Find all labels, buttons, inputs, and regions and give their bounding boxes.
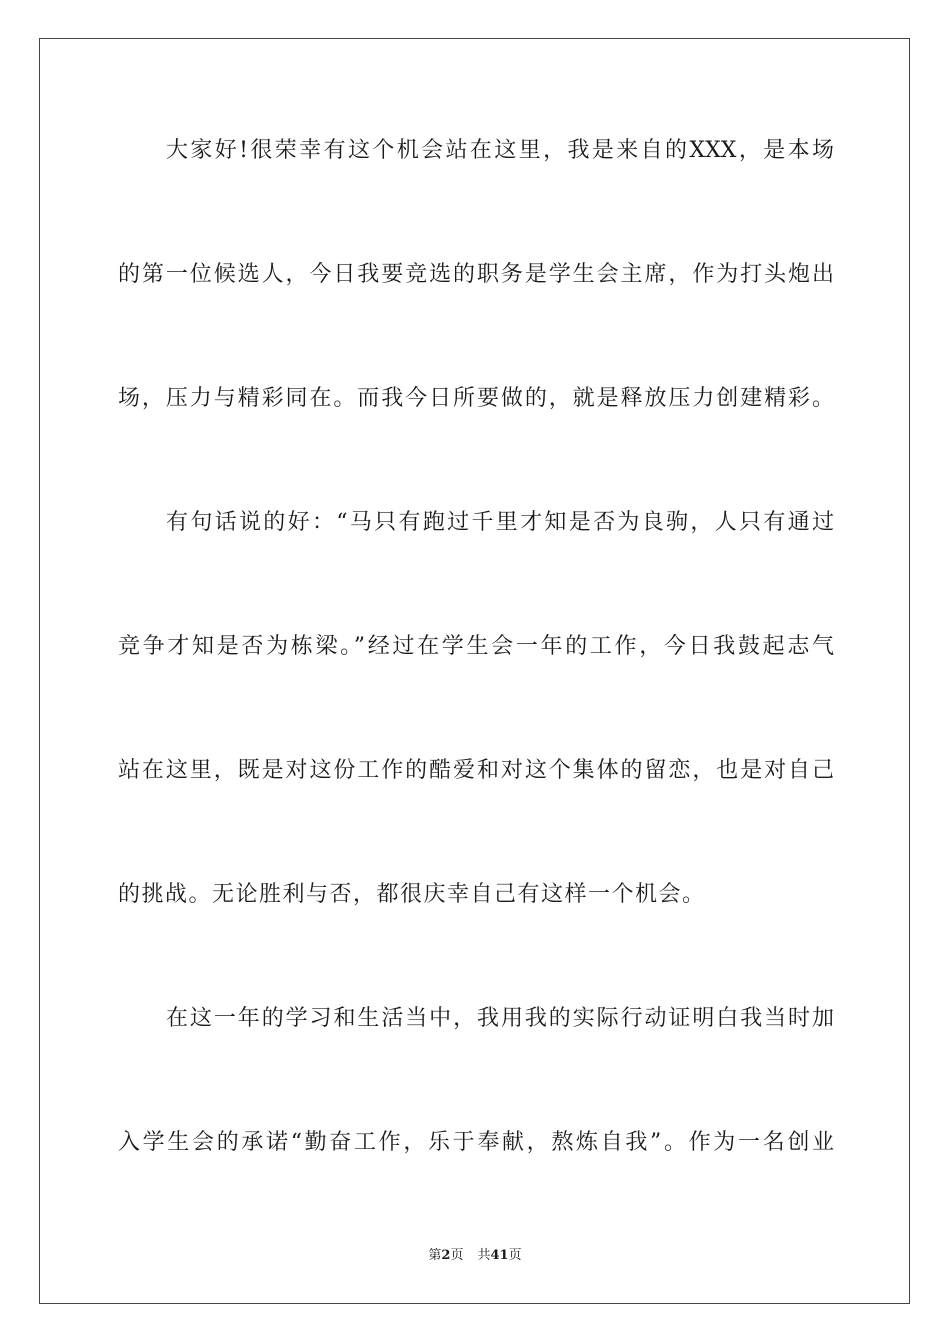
paragraph-line-2: 的第一位候选人，今日我要竞选的职务是学生会主席，作为打头炮出: [118, 262, 834, 287]
page-suffix: 页: [450, 1248, 464, 1263]
paragraph-line-5: 竞争才知是否为栋梁。”经过在学生会一年的工作，今日我鼓起志气: [118, 634, 834, 659]
paragraph-line-6: 站在这里，既是对这份工作的酷爱和对这个集体的留恋，也是对自己: [118, 758, 834, 783]
total-suffix: 页: [508, 1248, 522, 1263]
paragraph-line-8: 在这一年的学习和生活当中，我用我的实际行动证明白我当时加: [166, 1006, 834, 1031]
paragraph-line-7: 的挑战。无论胜利与否，都很庆幸自己有这样一个机会。: [118, 882, 706, 907]
page-footer: [0, 1247, 950, 1265]
page-number: 2: [441, 1248, 451, 1263]
paragraph-line-3: 场，压力与精彩同在。而我今日所要做的，就是释放压力创建精彩。: [118, 386, 834, 411]
paragraph-line-1: 大家好!很荣幸有这个机会站在这里，我是来自的XXX，是本场: [166, 138, 834, 163]
paragraph-line-9: 入学生会的承诺“勤奋工作，乐于奉献，熬炼自我”。作为一名创业: [118, 1130, 834, 1155]
page-border: [39, 38, 910, 1304]
total-prefix: 共: [477, 1248, 491, 1263]
paragraph-line-4: 有句话说的好：“马只有跑过千里才知是否为良驹，人只有通过: [166, 510, 834, 535]
total-pages: 41: [490, 1248, 509, 1263]
page-prefix: 第: [428, 1248, 442, 1263]
